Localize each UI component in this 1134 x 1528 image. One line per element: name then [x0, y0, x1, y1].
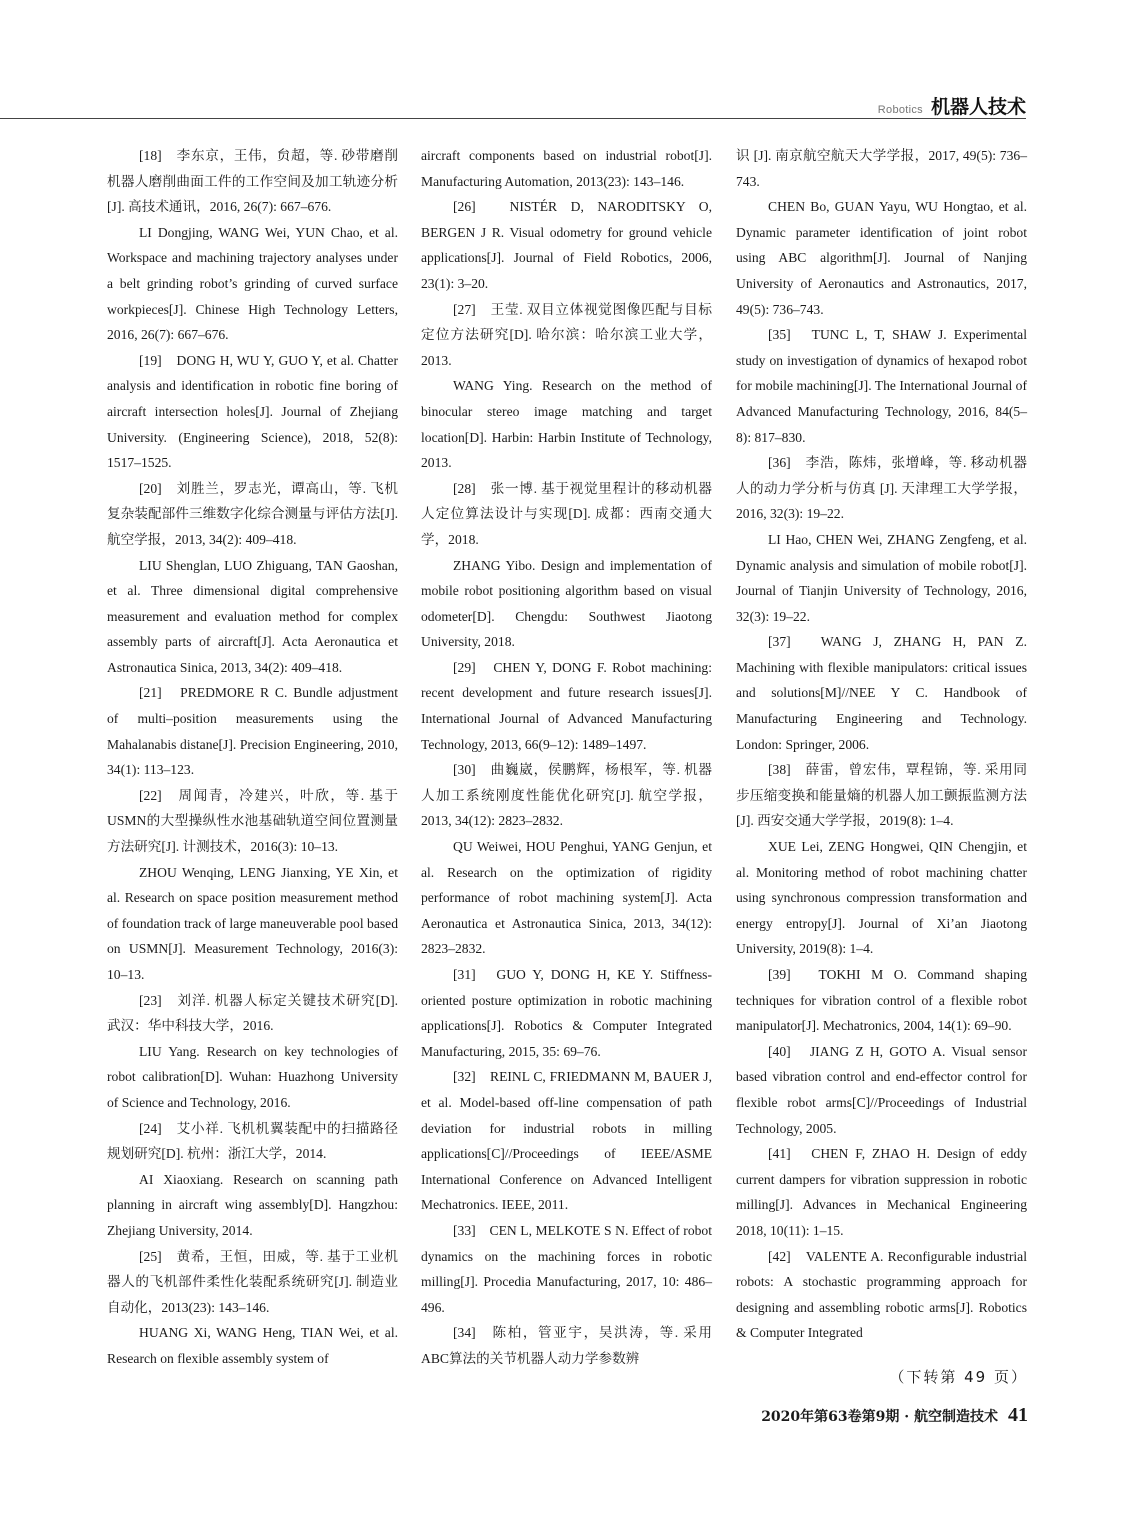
reference-entry: [33] CEN L, MELKOTE S N. Effect of robot dynamics on the machining forces in robotic milling[J]. Procedia Manufacturing, 2017, 10: 486–496.	[421, 1222, 712, 1315]
reference-entry: [21] PREDMORE R C. Bundle adjustment of multi–position measurements using the Mahalanabis distane[J]. Precision Engineering, 2010, 34(1): 113–123.	[107, 685, 398, 778]
reference-entry: LI Dongjing, WANG Wei, YUN Chao, et al. Workspace and machining trajectory analyses under a belt grinding robot’s grinding of curved surface workpieces[J]. Chinese High Technology Letters, 2016, 26(7): 667–676.	[107, 224, 398, 343]
reference-entry: [30] 曲巍崴，侯鹏辉，杨根军，等. 机器人加工系统刚度性能优化研究[J]. 航空学报，2013, 34(12): 2823–2832.	[421, 762, 712, 829]
reference-entry: [27] 王莹. 双目立体视觉图像匹配与目标定位方法研究[D]. 哈尔滨：哈尔滨工业大学，2013.	[421, 301, 712, 368]
reference-column-1	[107, 143, 398, 1372]
section-name-zh: 机器人技术	[930, 96, 1026, 118]
reference-entry: LI Hao, CHEN Wei, ZHANG Zengfeng, et al. Dynamic analysis and simulation of mobile robot[J]. Journal of Tianjin University of Technology, 2016, 32(3): 19–22.	[736, 531, 1027, 624]
reference-entry: [42] VALENTE A. Reconfigurable industrial robots: A stochastic programming approach for designing and assembling robotic arms[J]. Robotics & Computer Integrated	[736, 1248, 1027, 1341]
reference-entry-continued: aircraft components based on industrial robot[J]. Manufacturing Automation, 2013(23): 143–146.	[421, 148, 712, 189]
reference-entry: HUANG Xi, WANG Heng, TIAN Wei, et al. Research on flexible assembly system of	[107, 1325, 398, 1366]
reference-entry: [35] TUNC L, T, SHAW J. Experimental study on investigation of dynamics of hexapod robot for mobile machining[J]. The International Journal of Advanced Manufacturing Technology, 2016, 84(5–8): 817–830.	[736, 327, 1027, 445]
reference-entry: [31] GUO Y, DONG H, KE Y. Stiffness-oriented posture optimization in robotic machining applications[J]. Robotics & Computer Integrated Manufacturing, 2015, 35: 69–76.	[421, 967, 712, 1059]
reference-entry: [41] CHEN F, ZHAO H. Design of eddy current dampers for vibration suppression in robotic milling[J]. Advances in Mechanical Engineering 2018, 10(11): 1–15.	[736, 1146, 1027, 1238]
reference-entry: AI Xiaoxiang. Research on scanning path planning in aircraft wing assembly[D]. Hangzhou: Zhejiang University, 2014.	[107, 1171, 398, 1238]
reference-entry: [28] 张一博. 基于视觉里程计的移动机器人定位算法设计与实现[D]. 成都：西南交通大学，2018.	[421, 480, 712, 547]
reference-entry: WANG Ying. Research on the method of binocular stereo image matching and target location[D]. Harbin: Harbin Institute of Technology, 2013.	[421, 378, 712, 471]
reference-entry: [40] JIANG Z H, GOTO A. Visual sensor based vibration control and end-effector control for flexible robot arms[C]//Proceedings of Industrial Technology, 2005.	[736, 1043, 1027, 1136]
reference-entry-continued: 识 [J]. 南京航空航天大学学报，2017, 49(5): 736–743.	[736, 148, 1027, 189]
reference-entry: [19] DONG H, WU Y, GUO Y, et al. Chatter analysis and identification in robotic fine boring of aircraft intersection holes[J]. Journal of Zhejiang University. (Engineering Science), 2018, 52(8): 1517–1525.	[107, 352, 398, 471]
reference-column-3	[736, 143, 1027, 1346]
reference-entry: XUE Lei, ZENG Hongwei, QIN Chengjin, et al. Monitoring method of robot machining chatter using synchronous compression transformation and energy entropy[J]. Journal of Xi’an Jiaotong University, 2019(8): 1–4.	[736, 839, 1027, 957]
journal-issue-info: 2020年第63卷第9期 · 航空制造技术	[761, 1409, 998, 1425]
reference-entry: [29] CHEN Y, DONG F. Robot machining: recent development and future research issues[J]. International Journal of Advanced Manufacturing Technology, 2013, 66(9–12): 1489–1497.	[421, 659, 712, 752]
reference-entry: [20] 刘胜兰，罗志光，谭高山，等. 飞机复杂装配部件三维数字化综合测量与评估方法[J]. 航空学报，2013, 34(2): 409–418.	[107, 480, 398, 547]
reference-entry: QU Weiwei, HOU Penghui, YANG Genjun, et al. Research on the optimization of rigidity performance of robot machining system[J]. Acta Aeronautica et Astronautica Sinica, 2013, 34(12): 2823–2832.	[421, 839, 712, 957]
reference-entry: ZHOU Wenqing, LENG Jianxing, YE Xin, et al. Research on space position measurement method of foundation track of large maneuverable pool based on USMN[J]. Measurement Technology, 2016(3): 10–13.	[107, 864, 398, 982]
reference-entry: [24] 艾小祥. 飞机机翼装配中的扫描路径规划研究[D]. 杭州：浙江大学，2014.	[107, 1120, 398, 1162]
reference-entry: LIU Shenglan, LUO Zhiguang, TAN Gaoshan, et al. Three dimensional digital comprehensive measurement and evaluation method for complex assembly parts of aircraft[J]. Acta Aeronautica et Astronautica Sinica, 2013, 34(2): 409–418.	[107, 557, 398, 675]
reference-entry: [39] TOKHI M O. Command shaping techniques for vibration control of a flexible robot manipulator[J]. Mechatronics, 2004, 14(1): 69–90.	[736, 967, 1027, 1034]
page-number: 41	[1008, 1404, 1028, 1426]
reference-entry: [34] 陈柏，管亚宇，吴洪涛，等. 采用ABC算法的关节机器人动力学参数辨	[421, 1325, 712, 1366]
page-footer	[761, 1404, 1028, 1427]
continued-note: （下转第 49 页）	[889, 1368, 1028, 1386]
reference-column-2	[421, 143, 712, 1372]
reference-entry: [37] WANG J, ZHANG H, PAN Z. Machining with flexible manipulators: critical issues and solutions[M]//NEE Y C. Handbook of Manufacturing Engineering and Technology. London: Springer, 2006.	[736, 634, 1027, 752]
reference-entry: [22] 周闻青，冷建兴，叶欣，等. 基于USMN的大型操纵性水池基础轨道空间位置测量方法研究[J]. 计测技术，2016(3): 10–13.	[107, 787, 398, 855]
reference-entry: CHEN Bo, GUAN Yayu, WU Hongtao, et al. Dynamic parameter identification of joint robot using ABC algorithm[J]. Journal of Nanjing University of Aeronautics and Astronautics, 2017, 49(5): 736–743.	[736, 199, 1027, 317]
section-name-en: Robotics	[877, 104, 923, 116]
reference-entry: [26] NISTÉR D, NARODITSKY O, BERGEN J R. Visual odometry for ground vehicle applications[J]. Journal of Field Robotics, 2006, 23(1): 3–20.	[421, 199, 712, 291]
reference-entry: [18] 李东京，王伟，贠超，等. 砂带磨削机器人磨削曲面工件的工作空间及加工轨迹分析[J]. 高技术通讯，2016, 26(7): 667–676.	[107, 148, 398, 215]
reference-entry: [25] 黄希，王恒，田威，等. 基于工业机器人的飞机部件柔性化装配系统研究[J]. 制造业自动化，2013(23): 143–146.	[107, 1248, 398, 1315]
reference-entry: [36] 李浩，陈炜，张增峰，等. 移动机器人的动力学分析与仿真 [J]. 天津理工大学学报，2016, 32(3): 19–22.	[736, 455, 1027, 522]
reference-entry: [38] 薛雷，曾宏伟，覃程锦，等. 采用同步压缩变换和能量熵的机器人加工颤振监测方法[J]. 西安交通大学学报，2019(8): 1–4.	[736, 762, 1027, 829]
reference-entry: ZHANG Yibo. Design and implementation of mobile robot positioning algorithm based on visual odometer[D]. Chengdu: Southwest Jiaotong University, 2018.	[421, 557, 712, 650]
header-rule	[0, 118, 1026, 119]
reference-entry: LIU Yang. Research on key technologies of robot calibration[D]. Wuhan: Huazhong University of Science and Technology, 2016.	[107, 1043, 398, 1110]
reference-entry: [32] REINL C, FRIEDMANN M, BAUER J, et al. Model-based off-line compensation of path deviation for industrial robots in milling applications[C]//Proceedings of IEEE/ASME International Conference on Advanced Intelligent Mechatronics. IEEE, 2011.	[421, 1069, 712, 1213]
running-header	[878, 92, 1026, 119]
reference-entry: [23] 刘洋. 机器人标定关键技术研究[D]. 武汉：华中科技大学，2016.	[107, 992, 398, 1034]
